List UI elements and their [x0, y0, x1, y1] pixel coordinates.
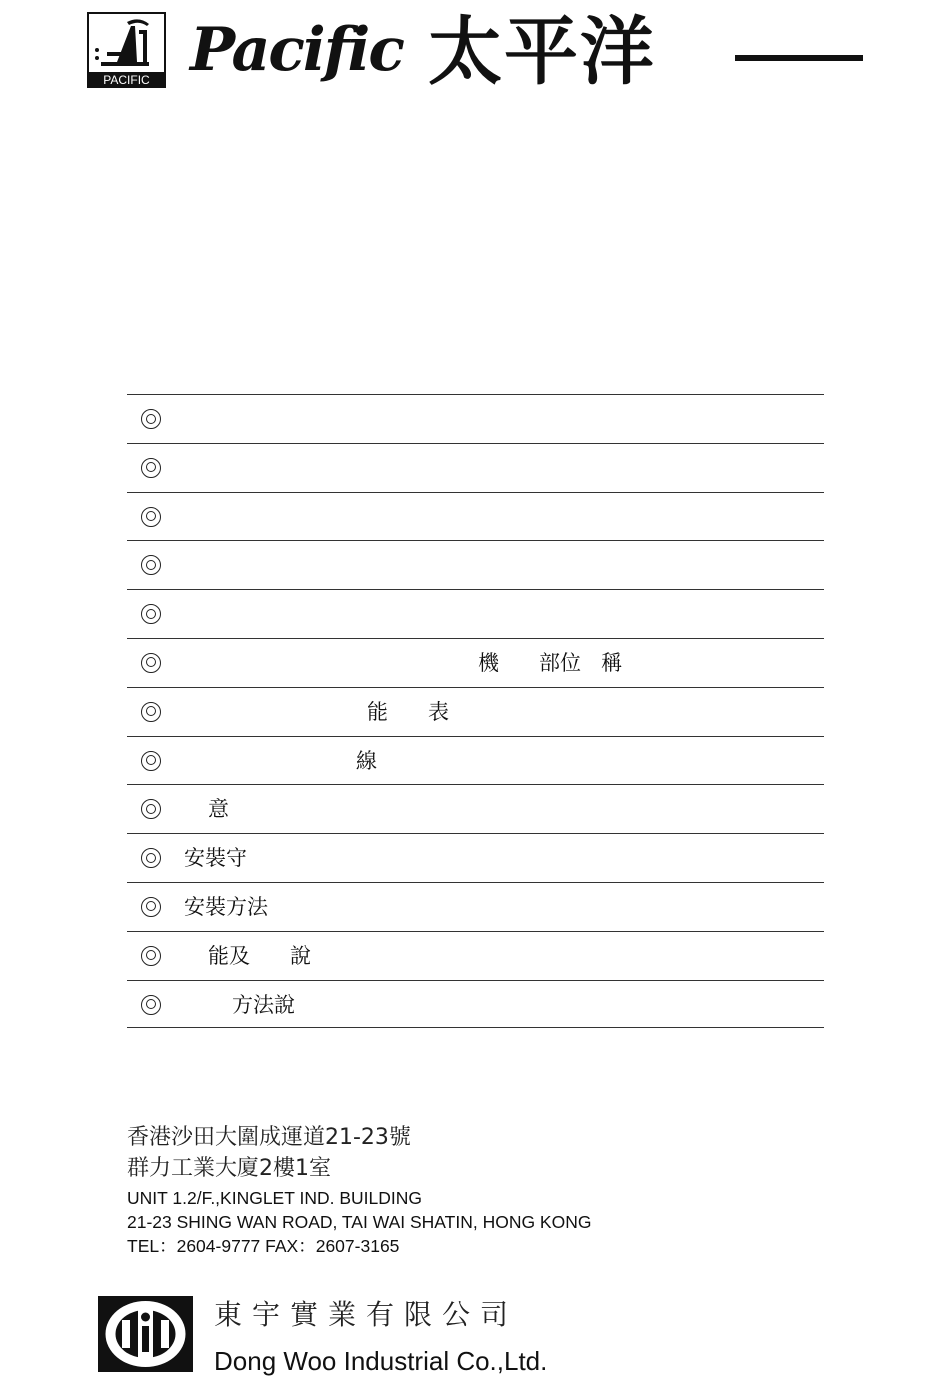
company-name-en: Dong Woo Industrial Co.,Ltd. — [214, 1346, 548, 1376]
double-circle-icon — [141, 897, 161, 917]
header — [0, 0, 950, 100]
company-address — [127, 1122, 827, 1258]
toc-item-text: 機 部位 稱 — [478, 650, 623, 675]
address-zh-line: 群力工業大廈2樓1室 — [127, 1156, 331, 1181]
double-circle-icon — [141, 995, 161, 1015]
double-circle-icon — [141, 702, 161, 722]
badge-text: PACIFIC — [103, 73, 150, 87]
toc-item-text: 安裝守 — [184, 846, 247, 871]
toc-item-text: 線 — [356, 748, 377, 773]
brand-chinese-name: 太平洋 — [428, 9, 656, 95]
address-en-line: 21-23 SHING WAN ROAD, TAI WAI SHATIN, HONG KONG — [127, 1212, 592, 1232]
double-circle-icon — [141, 751, 161, 771]
toc-row — [127, 394, 824, 443]
toc-row — [127, 736, 824, 785]
table-of-contents — [127, 394, 824, 1028]
double-circle-icon — [141, 507, 161, 527]
toc-row — [127, 492, 824, 541]
toc-row — [127, 784, 824, 833]
toc-row — [127, 980, 824, 1029]
toc-row — [127, 638, 824, 687]
double-circle-icon — [141, 946, 161, 966]
toc-item-text: 方法說 — [232, 992, 295, 1017]
company-name-zh: 東宇實業有限公司 — [214, 1298, 519, 1331]
address-en-line: UNIT 1.2/F.,KINGLET IND. BUILDING — [127, 1188, 422, 1208]
toc-item-text: 意 — [208, 797, 229, 822]
address-zh-line: 香港沙田大圍成運道21-23號 — [127, 1125, 411, 1150]
toc-row — [127, 882, 824, 931]
toc-item-text: 能及 說 — [208, 943, 312, 968]
toc-row — [127, 931, 824, 980]
double-circle-icon — [141, 604, 161, 624]
contact-line: TEL：2604-9777 FAX：2607-3165 — [127, 1236, 400, 1256]
dong-woo-logo-icon — [98, 1296, 193, 1372]
double-circle-icon — [141, 799, 161, 819]
toc-row — [127, 443, 824, 492]
toc-item-text: 安裝方法 — [184, 894, 268, 919]
double-circle-icon — [141, 458, 161, 478]
header-rule — [735, 55, 863, 61]
toc-row — [127, 540, 824, 589]
toc-row — [127, 833, 824, 882]
toc-row — [127, 687, 824, 736]
double-circle-icon — [141, 409, 161, 429]
pacific-logo-badge — [87, 12, 166, 88]
toc-item-text: 能 表 — [367, 699, 450, 724]
double-circle-icon — [141, 848, 161, 868]
double-circle-icon — [141, 653, 161, 673]
toc-row — [127, 589, 824, 638]
brand-wordmark: Pacific — [190, 15, 403, 85]
double-circle-icon — [141, 555, 161, 575]
